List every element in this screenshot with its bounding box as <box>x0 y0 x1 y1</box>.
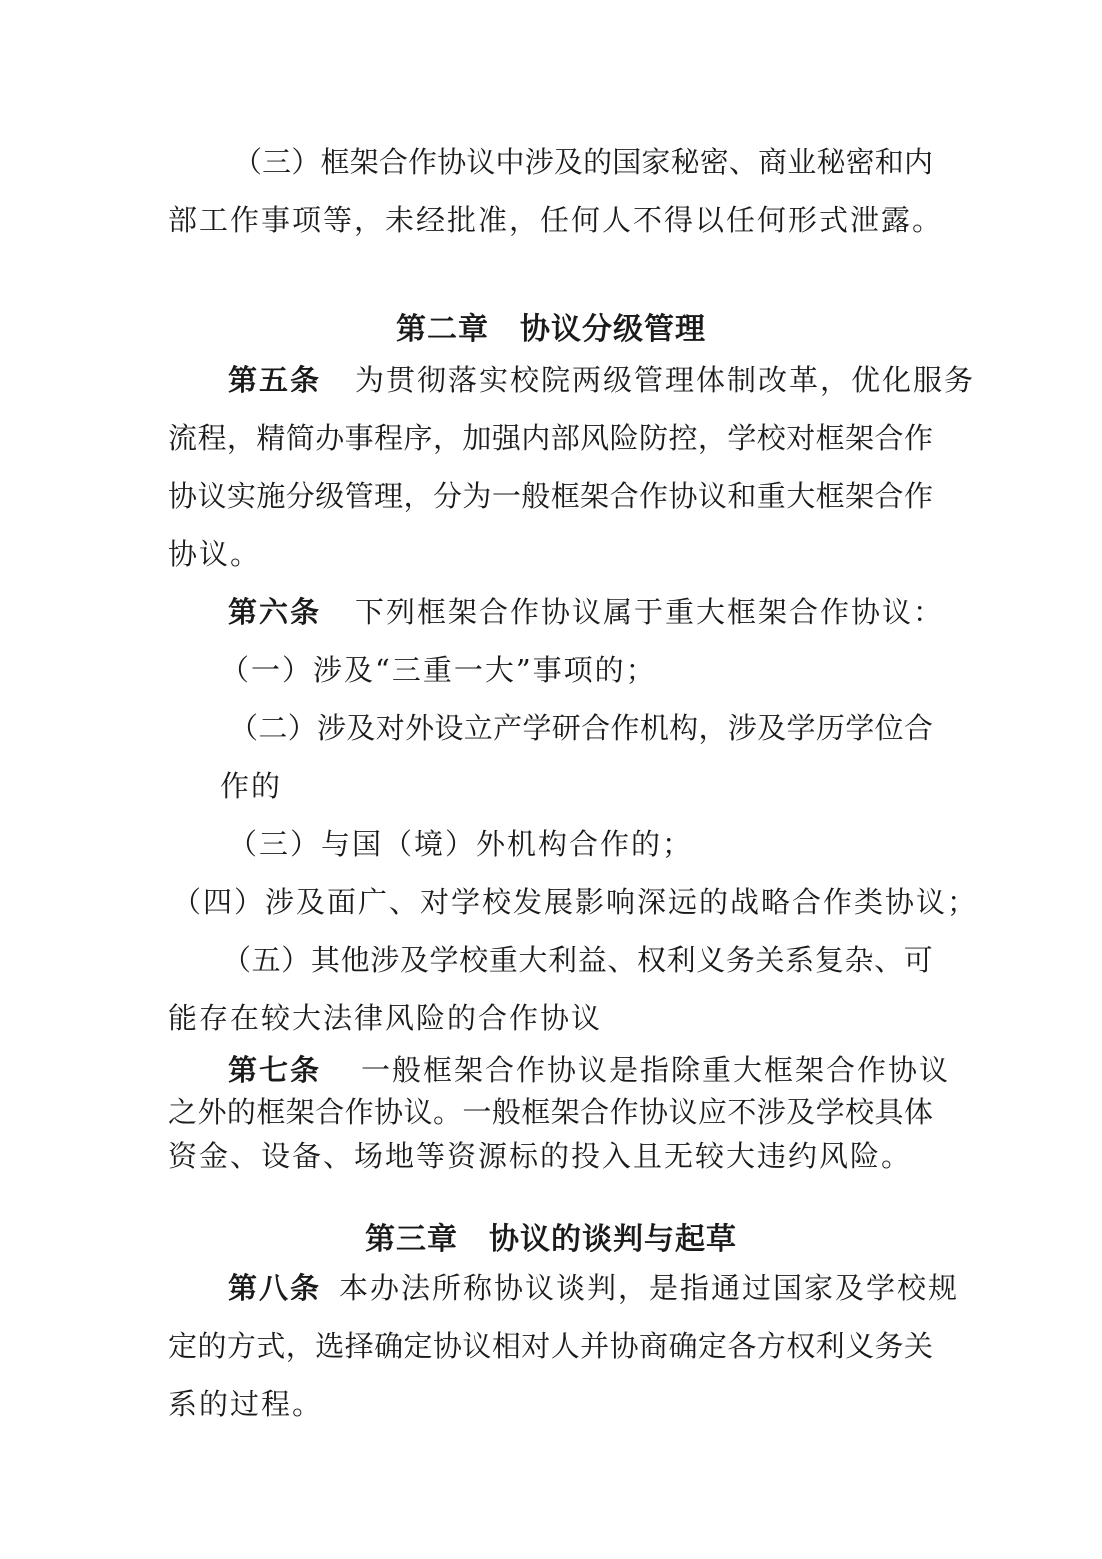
list-item: （四）涉及面广、对学校发展影响深远的战略合作类协议； <box>172 885 979 919</box>
article-first-line <box>228 1268 959 1308</box>
list-item: （ 二 ） 涉 及 对 外 设 立 产 学 研 合 作 机 构 ， 涉 及 学 历 学 位 合 <box>229 711 933 745</box>
article-text: 本办法所称协议谈判，是指通过国家及学校规 <box>339 1271 960 1305</box>
list-item: （三）与国（境）外机构合作的； <box>228 827 694 861</box>
chapter-heading: 第二章 协议分级管理 <box>396 312 706 347</box>
paragraph-line: 部工作事项等，未经批准，任何人不得以任何形式泄露。 <box>168 203 944 237</box>
article-first-line <box>228 1050 950 1090</box>
paragraph-line: 系的过程。 <box>168 1387 324 1421</box>
paragraph-line: 协议。 <box>168 537 262 571</box>
list-item: 作的 <box>220 769 283 803</box>
chapter-heading: 第三章 协议的谈判与起草 <box>365 1222 737 1257</box>
article-text: 一般框架合作协议是指除重大框架合作协议 <box>361 1053 951 1087</box>
article-label: 第五条 <box>228 363 322 397</box>
paragraph-line: 定 的 方 式 ， 选 择 确 定 协 议 相 对 人 并 协 商 确 定 各 方 权 利 义 务 关 <box>168 1329 933 1363</box>
paragraph-line: 流 程 ， 精 简 办 事 程 序 ， 加 强 内 部 风 险 防 控 ， 学 校 对 框 架 合 作 <box>168 421 933 455</box>
article-label: 第七条 <box>228 1053 322 1087</box>
article-text: 下列框架合作协议属于重大框架合作协议： <box>355 595 945 629</box>
list-item: 能存在较大法律风险的合作协议 <box>168 1001 603 1035</box>
paragraph-line: 之 外 的 框 架 合 作 协 议 。 一 般 框 架 合 作 协 议 应 不 涉 及 学 校 具 体 <box>168 1095 933 1129</box>
paragraph-line: 资金、设备、场地等资源标的投入且无较大违约风险。 <box>168 1139 913 1173</box>
article-label: 第八条 <box>228 1271 322 1305</box>
list-item: （ 五 ） 其 他 涉 及 学 校 重 大 利 益 、 权 利 义 务 关 系 复 杂 、 可 <box>222 943 933 977</box>
list-item: （一）涉及“三重一大”事项的； <box>220 653 657 687</box>
article-label: 第六条 <box>228 595 322 629</box>
article-text: 为贯彻落实校院两级管理体制改革，优化服务 <box>355 363 976 397</box>
article-first-line <box>228 360 975 400</box>
paragraph-line: 协 议 实 施 分 级 管 理 ， 分 为 一 般 框 架 合 作 协 议 和 重 大 框 架 合 作 <box>168 479 933 513</box>
article-first-line <box>228 592 944 632</box>
paragraph-line: （ 三 ） 框 架 合 作 协 议 中 涉 及 的 国 家 秘 密 、 商 业 秘 密 和 内 <box>233 145 933 179</box>
